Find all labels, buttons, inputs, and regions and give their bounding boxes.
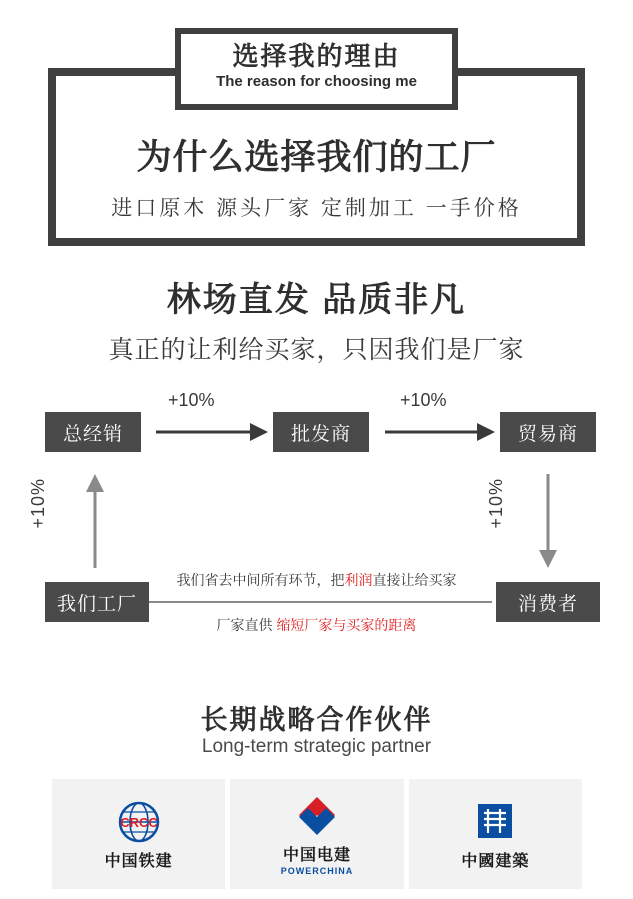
- flow-middle-text-1-pre: 我们省去中间所有环节，把: [176, 572, 345, 588]
- supply-chain-diagram: [0, 390, 633, 660]
- flow-node-consumer: 消费者: [496, 582, 600, 622]
- crcc-globe-icon: [107, 798, 171, 846]
- partners-subtitle: Long-term strategic partner: [201, 736, 432, 757]
- partner-card-cscec: [409, 779, 582, 889]
- partner-card-powerchina: [230, 779, 403, 889]
- flow-middle-text-1-highlight: 利润: [344, 572, 373, 588]
- cscec-icon: [472, 798, 518, 846]
- markup-label-top-right: +10%: [400, 390, 447, 410]
- markup-label-top-left: +10%: [168, 390, 215, 410]
- page-subtitle: 进口原木 源头厂家 定制加工 一手价格: [111, 197, 522, 220]
- partners-title: 长期战略合作伙伴: [200, 705, 433, 735]
- partner-name-cscec: 中國建築: [461, 852, 530, 870]
- partner-name-powerchina: 中国电建: [282, 847, 351, 864]
- reason-badge: [175, 28, 458, 110]
- flow-node-trader: 贸易商: [500, 412, 596, 452]
- flow-node-factory: 我们工厂: [45, 582, 149, 622]
- flow-middle-text-1: [0, 570, 633, 590]
- markup-label-right: +10%: [486, 478, 506, 529]
- badge-title-cn: 选择我的理由: [232, 41, 401, 71]
- badge-title-en: The reason for choosing me: [216, 73, 417, 90]
- flow-middle-text-1-post: 直接让给买家: [372, 572, 457, 588]
- flow-node-distributor: 总经销: [45, 412, 141, 452]
- flow-middle-text-2: [0, 615, 633, 635]
- partner-name-crcc: 中国铁建: [104, 852, 173, 870]
- powerchina-icon: [288, 792, 346, 840]
- partner-logo-list: [52, 779, 582, 889]
- page-title: 为什么选择我们的工厂: [136, 138, 497, 177]
- slogan-secondary: 真正的让利给买家，只因我们是厂家: [108, 336, 525, 364]
- flow-middle-text-2-highlight: 缩短厂家与买家的距离: [276, 617, 417, 633]
- markup-label-left: +10%: [28, 478, 48, 529]
- partner-card-crcc: [52, 779, 225, 889]
- partner-name-powerchina-en: POWERCHINA: [280, 866, 354, 876]
- flow-middle-text-2-pre: 厂家直供: [216, 617, 277, 633]
- slogan-primary: 林场直发 品质非凡: [166, 281, 467, 319]
- svg-text:CRCC: CRCC: [119, 814, 158, 830]
- flow-node-wholesaler: 批发商: [273, 412, 369, 452]
